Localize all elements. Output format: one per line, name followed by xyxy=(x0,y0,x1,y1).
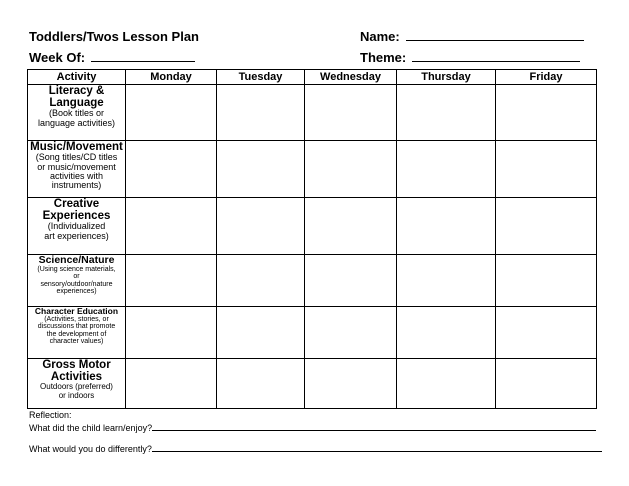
activity-music-movement xyxy=(28,141,126,198)
activity-title: Music/Movement xyxy=(30,141,123,153)
activity-description: experiences) xyxy=(56,288,97,296)
cell-monday[interactable] xyxy=(126,359,217,409)
question-learn-text: What did the child learn/enjoy? xyxy=(29,423,153,433)
column-header-friday: Friday xyxy=(496,70,597,85)
activity-title: Creative xyxy=(53,198,100,210)
name-blank-line[interactable] xyxy=(406,30,584,41)
theme-blank-line[interactable] xyxy=(412,51,580,62)
cell-friday[interactable] xyxy=(496,85,597,141)
activity-title: Experiences xyxy=(42,210,111,223)
page-title: Toddlers/Twos Lesson Plan xyxy=(29,29,199,44)
cell-tuesday[interactable] xyxy=(217,359,305,409)
week-of-label: Week Of: xyxy=(29,50,86,65)
activity-description: activities with xyxy=(49,170,103,181)
table-row xyxy=(28,359,597,409)
activity-description: instruments) xyxy=(51,180,102,191)
activity-description: (Individualized xyxy=(47,221,106,232)
column-header-wednesday: Wednesday xyxy=(305,70,397,85)
cell-wednesday[interactable] xyxy=(305,307,397,359)
activity-creative-experiences xyxy=(28,198,126,255)
week-of-field xyxy=(29,50,195,65)
cell-friday[interactable] xyxy=(496,307,597,359)
activity-character-education xyxy=(28,307,126,359)
cell-wednesday[interactable] xyxy=(305,255,397,307)
theme-field xyxy=(360,50,580,65)
activity-description: (Book titles or xyxy=(48,108,105,119)
cell-monday[interactable] xyxy=(126,307,217,359)
table-row xyxy=(28,85,597,141)
cell-thursday[interactable] xyxy=(397,307,496,359)
column-header-tuesday: Tuesday xyxy=(217,70,305,85)
activity-description: (Song titles/CD titles xyxy=(35,152,118,163)
cell-monday[interactable] xyxy=(126,85,217,141)
reflection-question-differently xyxy=(29,443,602,454)
column-header-activity: Activity xyxy=(28,70,126,85)
activity-gross-motor xyxy=(28,359,126,409)
cell-monday[interactable] xyxy=(126,255,217,307)
activity-title: Activities xyxy=(50,371,103,384)
activity-title: Gross Motor xyxy=(42,359,111,371)
cell-monday[interactable] xyxy=(126,141,217,198)
activity-description: (Using science materials, xyxy=(37,266,116,274)
cell-friday[interactable] xyxy=(496,198,597,255)
cell-tuesday[interactable] xyxy=(217,85,305,141)
week-of-blank-line[interactable] xyxy=(91,51,195,62)
activity-description: sensory/outdoor/nature xyxy=(40,280,113,288)
cell-tuesday[interactable] xyxy=(217,141,305,198)
activity-description: art experiences) xyxy=(44,230,109,241)
activity-science-nature xyxy=(28,255,126,307)
cell-tuesday[interactable] xyxy=(217,307,305,359)
answer-differently-blank-line[interactable] xyxy=(152,443,602,452)
lesson-plan-table xyxy=(27,69,597,409)
table-row xyxy=(28,255,597,307)
cell-wednesday[interactable] xyxy=(305,85,397,141)
cell-tuesday[interactable] xyxy=(217,255,305,307)
cell-tuesday[interactable] xyxy=(217,198,305,255)
activity-description: discussions that promote xyxy=(37,323,116,331)
activity-title: Character Education xyxy=(34,306,119,316)
activity-description: character values) xyxy=(49,337,104,345)
theme-label: Theme: xyxy=(360,50,407,65)
column-header-monday: Monday xyxy=(126,70,217,85)
activity-description: or indoors xyxy=(58,390,95,400)
cell-friday[interactable] xyxy=(496,141,597,198)
table-row xyxy=(28,141,597,198)
answer-learn-blank-line[interactable] xyxy=(152,422,596,431)
table-row xyxy=(28,307,597,359)
question-differently-text: What would you do differently? xyxy=(29,444,152,454)
activity-literacy-language xyxy=(28,85,126,141)
cell-thursday[interactable] xyxy=(397,141,496,198)
reflection-label: Reflection: xyxy=(29,410,72,420)
reflection-question-learn xyxy=(29,422,596,433)
name-field xyxy=(360,29,584,44)
activity-title: Language xyxy=(49,97,104,110)
activity-description: language activities) xyxy=(37,117,116,128)
cell-wednesday[interactable] xyxy=(305,198,397,255)
activity-description: Outdoors (preferred) xyxy=(40,382,113,392)
activity-title: Literacy & xyxy=(48,85,105,97)
table-header-row xyxy=(28,70,597,85)
activity-description: or xyxy=(73,273,80,281)
cell-thursday[interactable] xyxy=(397,255,496,307)
cell-friday[interactable] xyxy=(496,255,597,307)
column-header-thursday: Thursday xyxy=(397,70,496,85)
cell-wednesday[interactable] xyxy=(305,359,397,409)
table-row xyxy=(28,198,597,255)
cell-thursday[interactable] xyxy=(397,85,496,141)
activity-title: Science/Nature xyxy=(38,254,115,266)
activity-description: the development of xyxy=(46,330,107,338)
cell-friday[interactable] xyxy=(496,359,597,409)
activity-description: or music/movement xyxy=(37,161,116,172)
cell-wednesday[interactable] xyxy=(305,141,397,198)
cell-thursday[interactable] xyxy=(397,359,496,409)
name-label: Name: xyxy=(360,29,400,44)
cell-monday[interactable] xyxy=(126,198,217,255)
cell-thursday[interactable] xyxy=(397,198,496,255)
activity-description: (Activities, stories, or xyxy=(44,315,109,323)
